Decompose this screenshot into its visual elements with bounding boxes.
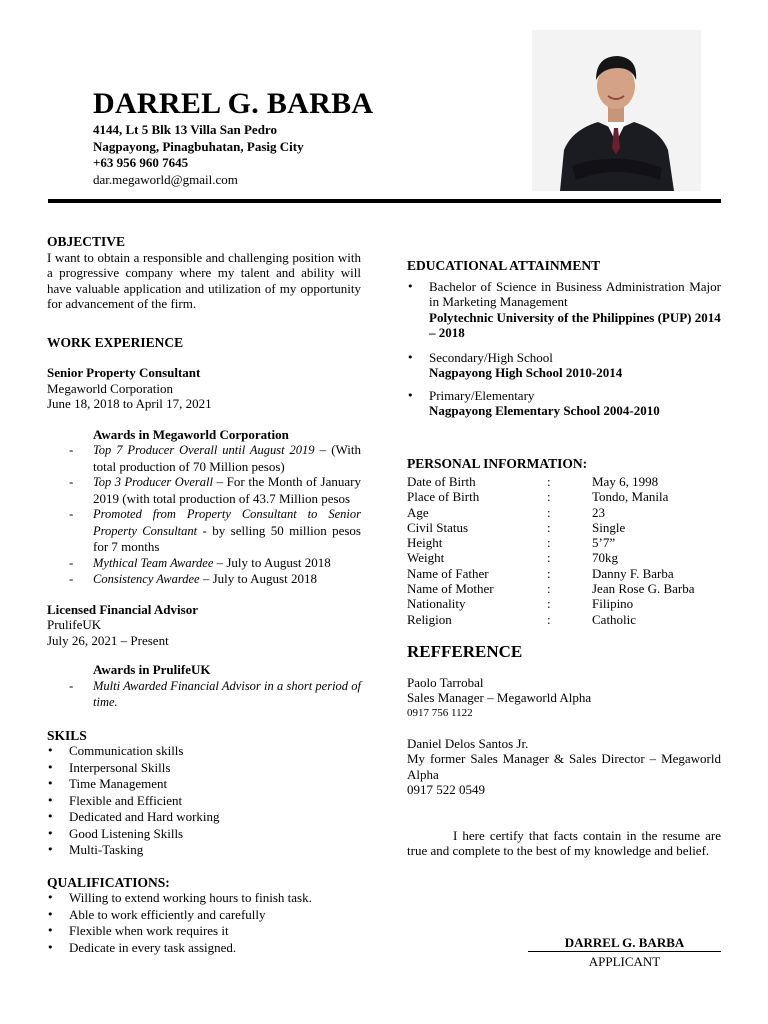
- left-column: [47, 234, 361, 956]
- right-column: [407, 258, 721, 859]
- personal-info-value: Jean Rose G. Barba: [592, 581, 695, 597]
- award-item: - Top 3 Producer Overall – For the Month of January 2019 (with total production of 43.7 Million pesos: [47, 474, 361, 506]
- personal-info-separator: :: [547, 535, 551, 551]
- personal-info-label: Weight: [407, 550, 445, 566]
- email-address: dar.megaworld@gmail.com: [93, 171, 238, 187]
- skill-item: • Communication skills: [47, 743, 361, 760]
- personal-info-row: [407, 566, 695, 581]
- personal-info-table: [407, 474, 695, 627]
- personal-info-value: 5’7”: [592, 535, 616, 551]
- award-item: - Multi Awarded Financial Advisor in a short period of time.: [47, 678, 361, 711]
- personal-info-label: Name of Mother: [407, 581, 494, 597]
- reference-phone: 0917 522 0549: [407, 782, 485, 798]
- personal-info-row: [407, 489, 695, 504]
- personal-info-separator: :: [547, 519, 551, 535]
- qualifications-heading: QUALIFICATIONS:: [47, 874, 170, 890]
- applicant-name: DARREL G. BARBA: [93, 87, 374, 120]
- awards-list: [47, 442, 361, 588]
- job-entry: [47, 365, 361, 588]
- personal-info-label: Height: [407, 535, 443, 551]
- skills-list: [47, 743, 361, 859]
- education-item: [407, 388, 721, 419]
- personal-info-separator: :: [547, 581, 551, 597]
- header-divider: [48, 199, 721, 203]
- qualification-item: • Able to work efficiently and carefully: [47, 907, 361, 924]
- education-list: [407, 279, 721, 419]
- education-school: Nagpayong High School 2010-2014: [429, 365, 623, 380]
- personal-info-row: [407, 550, 695, 565]
- skills-heading: SKILS: [47, 727, 87, 743]
- education-heading: EDUCATIONAL ATTAINMENT: [407, 258, 601, 273]
- reference-entry: [407, 675, 721, 720]
- address-line-2: Nagpayong, Pinagbuhatan, Pasig City: [93, 138, 304, 154]
- personal-info-value: Catholic: [592, 611, 637, 627]
- personal-info-row: [407, 612, 695, 627]
- reference-role: My former Sales Manager & Sales Director – Megaworld Alpha: [407, 751, 721, 782]
- reference-name: Daniel Delos Santos Jr.: [407, 735, 529, 751]
- signature-label: APPLICANT: [588, 954, 661, 969]
- skill-item: • Multi-Tasking: [47, 842, 361, 859]
- award-item: - Consistency Awardee – July to August 2018: [47, 571, 361, 588]
- awards-heading: Awards in Megaworld Corporation: [93, 426, 289, 442]
- personal-info-label: Religion: [407, 611, 452, 627]
- personal-info-label: Date of Birth: [407, 474, 476, 489]
- awards-heading: Awards in PrulifeUK: [93, 662, 211, 677]
- objective-text: I want to obtain a responsible and challenging position with a progressive company where my talent and ability will have valuable application and utilization of my opportunity for advancement of the firm.: [47, 249, 361, 311]
- education-school: Nagpayong Elementary School 2004-2010: [429, 403, 660, 418]
- reference-name: Paolo Tarrobal: [407, 674, 484, 690]
- address-line-1: 4144, Lt 5 Blk 13 Villa San Pedro: [93, 122, 277, 137]
- skill-item: • Time Management: [47, 776, 361, 793]
- education-school: Polytechnic University of the Philippines (PUP) 2014 – 2018: [429, 309, 721, 340]
- award-item: - Mythical Team Awardee – July to August 2018: [47, 555, 361, 572]
- personal-info-separator: :: [547, 596, 551, 612]
- signature-name: DARREL G. BARBA: [528, 935, 721, 952]
- reference-role: Sales Manager – Megaworld Alpha: [407, 690, 592, 706]
- personal-info-row: [407, 520, 695, 535]
- work-experience-heading: WORK EXPERIENCE: [47, 334, 184, 350]
- skill-item: • Good Listening Skills: [47, 826, 361, 843]
- applicant-photo: [532, 30, 701, 191]
- personal-info-label: Nationality: [407, 596, 466, 612]
- personal-info-row: [407, 581, 695, 596]
- contact-block: [93, 122, 304, 188]
- personal-info-separator: :: [547, 474, 551, 489]
- job-dates: June 18, 2018 to April 17, 2021: [47, 396, 212, 411]
- personal-info-value: Tondo, Manila: [592, 489, 669, 505]
- personal-info-separator: :: [547, 504, 551, 520]
- job-entry: [47, 602, 361, 711]
- skill-item: • Dedicated and Hard working: [47, 809, 361, 826]
- personal-info-value: May 6, 1998: [592, 474, 659, 489]
- personal-info-row: [407, 505, 695, 520]
- personal-info-label: Age: [407, 504, 429, 520]
- job-title: Licensed Financial Advisor: [47, 601, 198, 617]
- qualifications-list: [47, 890, 361, 956]
- personal-info-row: [407, 596, 695, 611]
- qualification-item: • Flexible when work requires it: [47, 923, 361, 940]
- job-dates: July 26, 2021 – Present: [47, 632, 169, 648]
- skill-item: • Interpersonal Skills: [47, 760, 361, 777]
- certification-text: I here certify that facts contain in the resume are true and complete to the best of my knowledge and belief.: [407, 827, 721, 859]
- skill-item: • Flexible and Efficient: [47, 793, 361, 810]
- personal-info-value: Single: [592, 519, 626, 535]
- personal-info-separator: :: [547, 565, 551, 581]
- qualification-item: • Dedicate in every task assigned.: [47, 940, 361, 957]
- personal-info-label: Civil Status: [407, 519, 469, 535]
- personal-info-value: Filipino: [592, 596, 634, 612]
- reference-heading: REFFERENCE: [407, 641, 523, 661]
- education-level: • Bachelor of Science in Business Administration Major in Marketing Management: [429, 278, 721, 309]
- job-company: PrulifeUK: [47, 617, 102, 632]
- reference-phone: 0917 756 1122: [407, 706, 473, 719]
- education-level: • Secondary/High School: [429, 349, 553, 365]
- personal-info-separator: :: [547, 489, 551, 505]
- award-item: - Promoted from Property Consultant to Senior Property Consultant - by selling 50 million pesos for 7 months: [47, 506, 361, 555]
- objective-heading: OBJECTIVE: [47, 234, 126, 249]
- personal-info-row: [407, 535, 695, 550]
- personal-info-value: Danny F. Barba: [592, 565, 674, 581]
- award-item: - Top 7 Producer Overall until August 2019 – (With total production of 70 Million pesos): [47, 442, 361, 474]
- reference-entry: [407, 736, 721, 798]
- qualification-item: • Willing to extend working hours to finish task.: [47, 890, 361, 907]
- personal-info-value: 23: [592, 504, 605, 520]
- personal-info-value: 70kg: [592, 550, 618, 566]
- phone-number: +63 956 960 7645: [93, 155, 189, 170]
- personal-info-separator: :: [547, 611, 551, 627]
- personal-info-separator: :: [547, 550, 551, 566]
- personal-info-label: Place of Birth: [407, 489, 480, 505]
- awards-list: [47, 678, 361, 711]
- personal-info-row: [407, 474, 695, 489]
- personal-info-heading: PERSONAL INFORMATION:: [407, 455, 588, 471]
- job-title: Senior Property Consultant: [47, 365, 201, 380]
- portrait-image: [532, 30, 701, 191]
- education-item: [407, 279, 721, 341]
- education-item: [407, 350, 721, 381]
- education-level: • Primary/Elementary: [429, 387, 535, 403]
- job-company: Megaworld Corporation: [47, 380, 174, 396]
- personal-info-label: Name of Father: [407, 565, 489, 581]
- signature-block: [528, 935, 721, 970]
